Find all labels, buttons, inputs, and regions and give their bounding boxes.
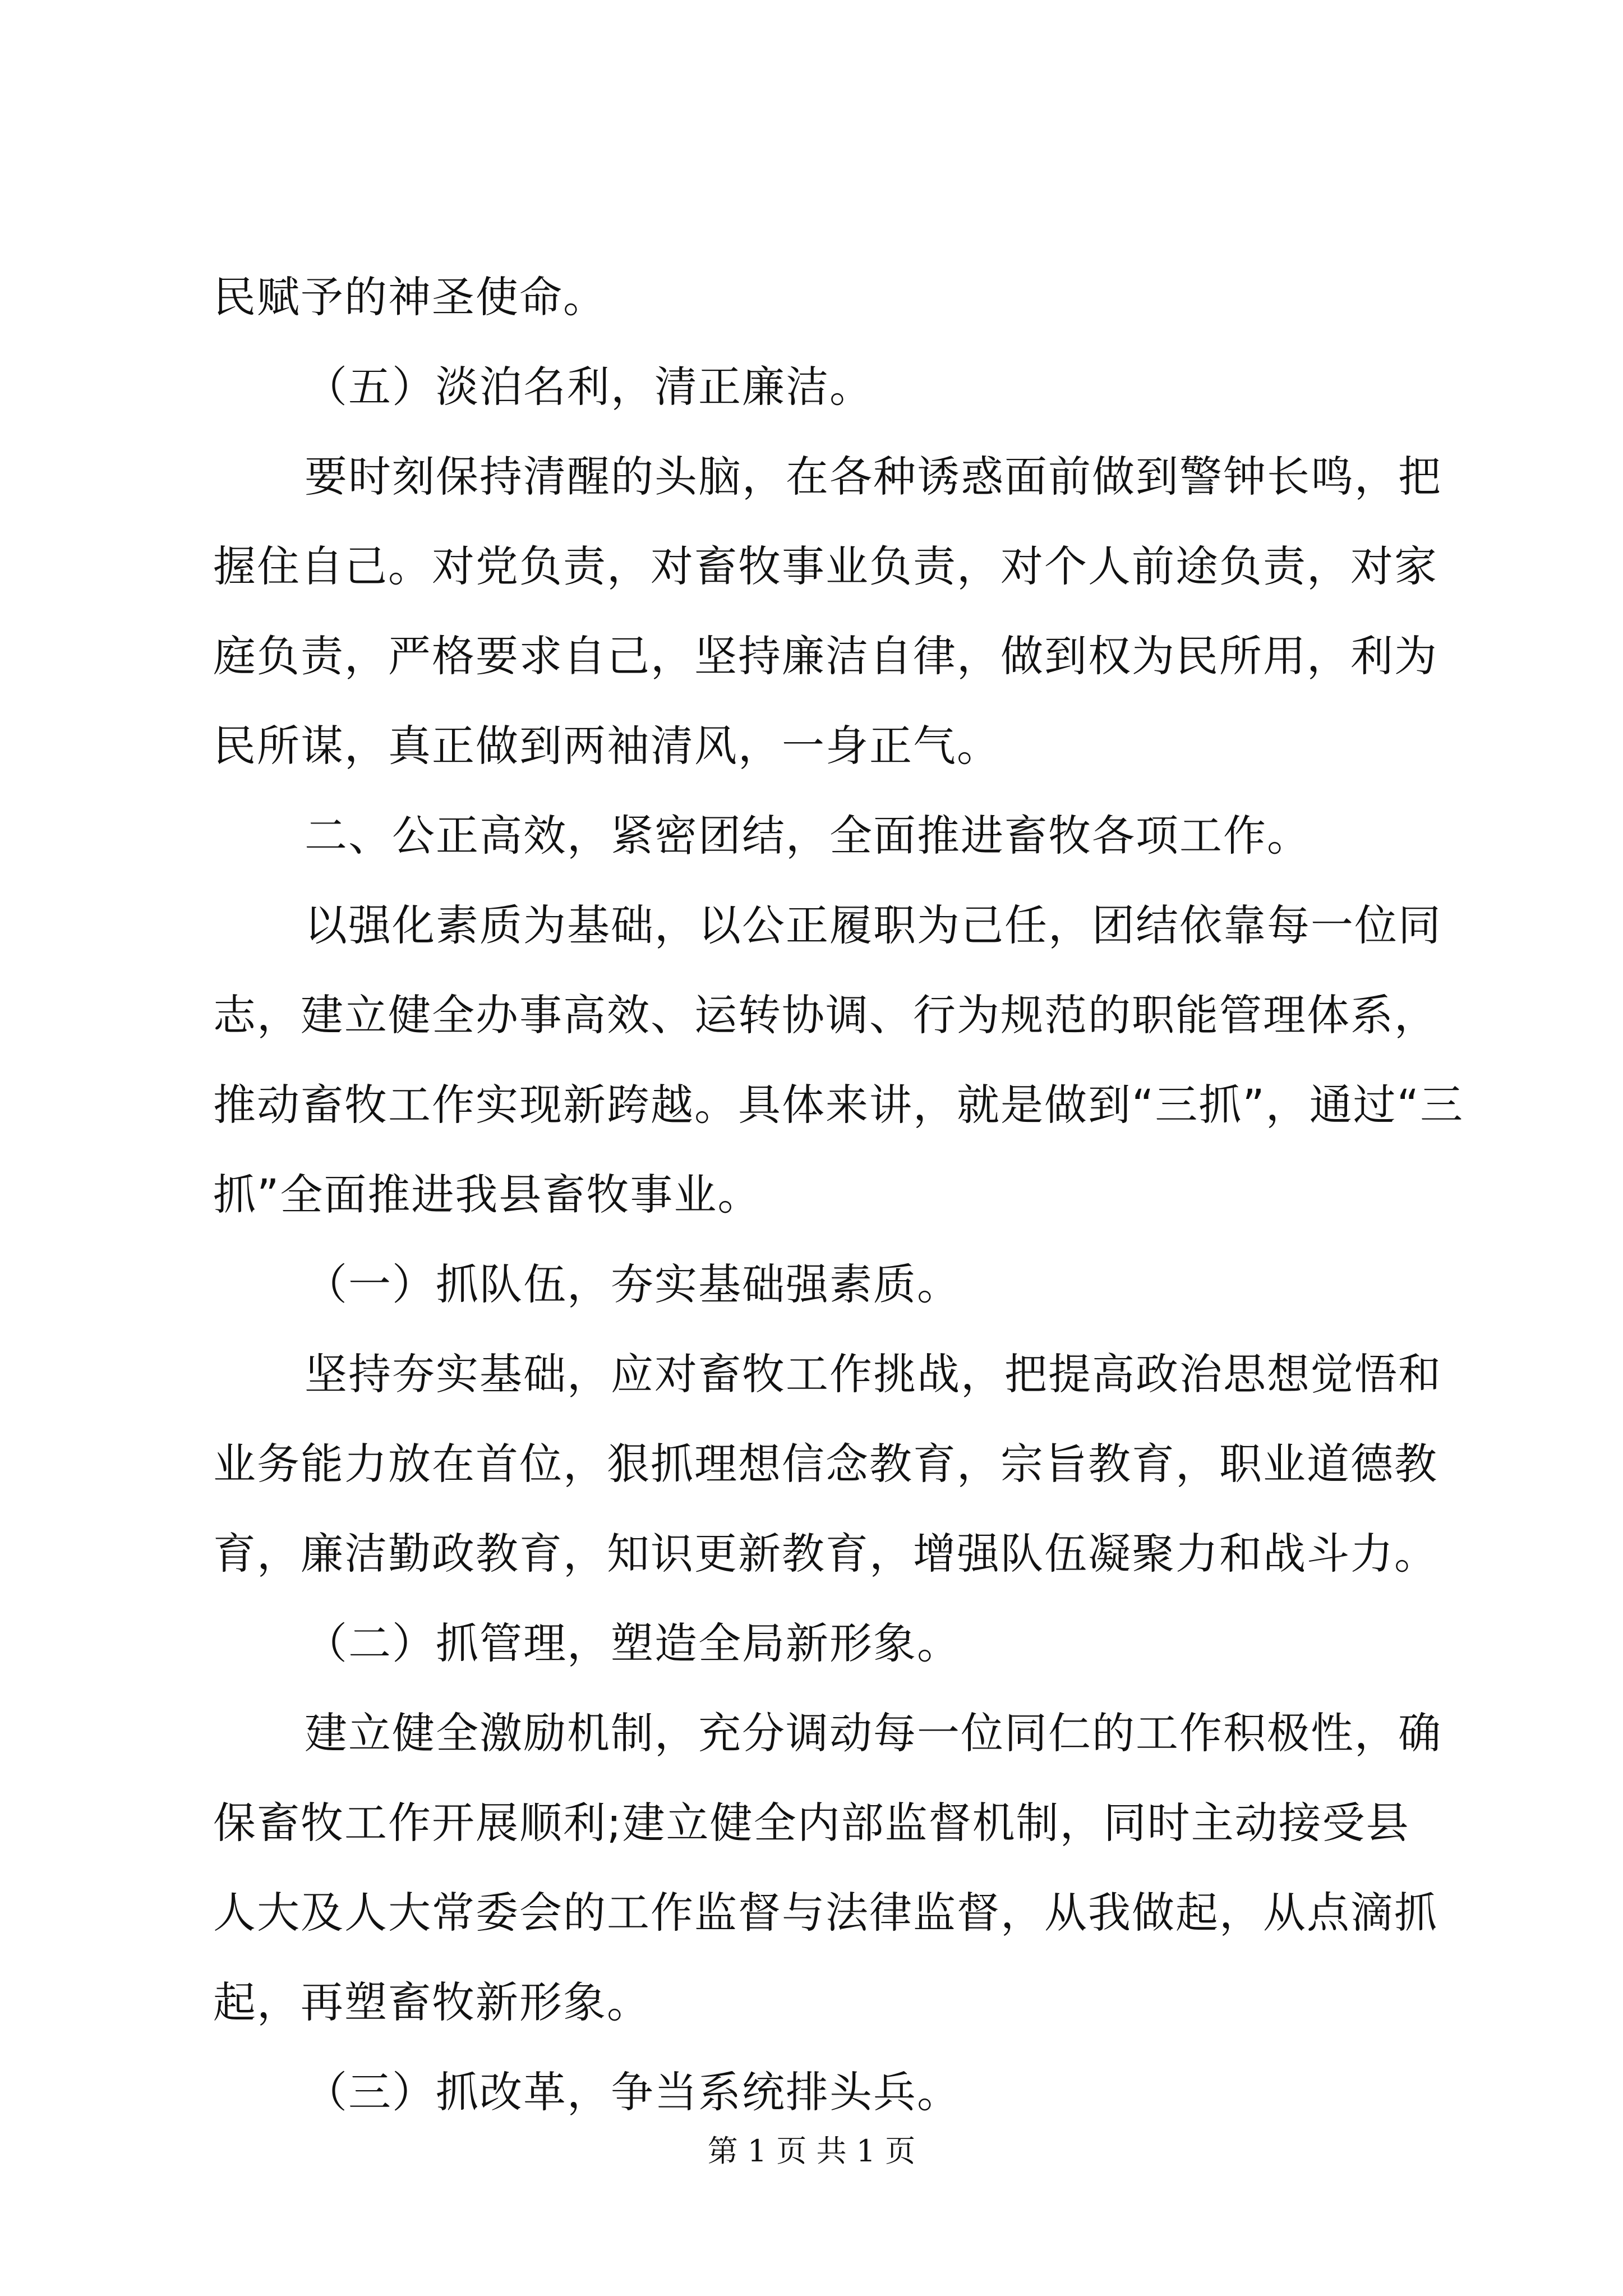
paragraph-line: 要时刻保持清醒的头脑，在各种诱惑面前做到警钟长鸣，把 xyxy=(305,452,1442,501)
paragraph-line: 志，建立健全办事高效、运转协调、行为规范的职能管理体系， xyxy=(213,990,1438,1040)
paragraph-line: 民所谋，真正做到两袖清风，一身正气。 xyxy=(213,721,1000,771)
paragraph-line: 民赋予的神圣使命。 xyxy=(213,272,607,322)
paragraph-line: 人大及人大常委会的工作监督与法律监督，从我做起，从点滴抓 xyxy=(213,1888,1438,1938)
paragraph-line: 业务能力放在首位，狠抓理想信念教育，宗旨教育，职业道德教 xyxy=(213,1439,1438,1489)
section-heading: （一）抓队伍，夯实基础强素质。 xyxy=(305,1259,961,1309)
paragraph-line: 抓”全面推进我县畜牧事业。 xyxy=(213,1170,762,1220)
paragraph-line: 坚持夯实基础，应对畜牧工作挑战，把提高政治思想觉悟和 xyxy=(305,1349,1442,1399)
section-heading: （五）淡泊名利，清正廉洁。 xyxy=(305,362,873,412)
paragraph-line: 以强化素质为基础，以公正履职为己任，团结依靠每一位同 xyxy=(305,900,1442,950)
paragraph-line: 育，廉洁勤政教育，知识更新教育，增强队伍凝聚力和战斗力。 xyxy=(213,1529,1438,1579)
section-heading: （三）抓改革，争当系统排头兵。 xyxy=(305,2067,961,2117)
paragraph-line: 庭负责，严格要求自己，坚持廉洁自律，做到权为民所用，利为 xyxy=(213,631,1438,681)
page-footer: 第 1 页 共 1 页 xyxy=(707,2133,916,2169)
paragraph-line: 推动畜牧工作实现新跨越。具体来讲，就是做到“三抓”，通过“三 xyxy=(213,1080,1464,1130)
section-heading: 二、公正高效，紧密团结，全面推进畜牧各项工作。 xyxy=(305,811,1311,861)
paragraph-line: 起，再塑畜牧新形象。 xyxy=(213,1977,651,2027)
paragraph-line: 握住自己。对党负责，对畜牧事业负责，对个人前途负责，对家 xyxy=(213,541,1438,591)
section-heading: （二）抓管理，塑造全局新形象。 xyxy=(305,1618,961,1668)
paragraph-line: 建立健全激励机制，充分调动每一位同仁的工作积极性，确 xyxy=(305,1708,1442,1758)
paragraph-line: 保畜牧工作开展顺利;建立健全内部监督机制，同时主动接受县 xyxy=(213,1798,1410,1848)
